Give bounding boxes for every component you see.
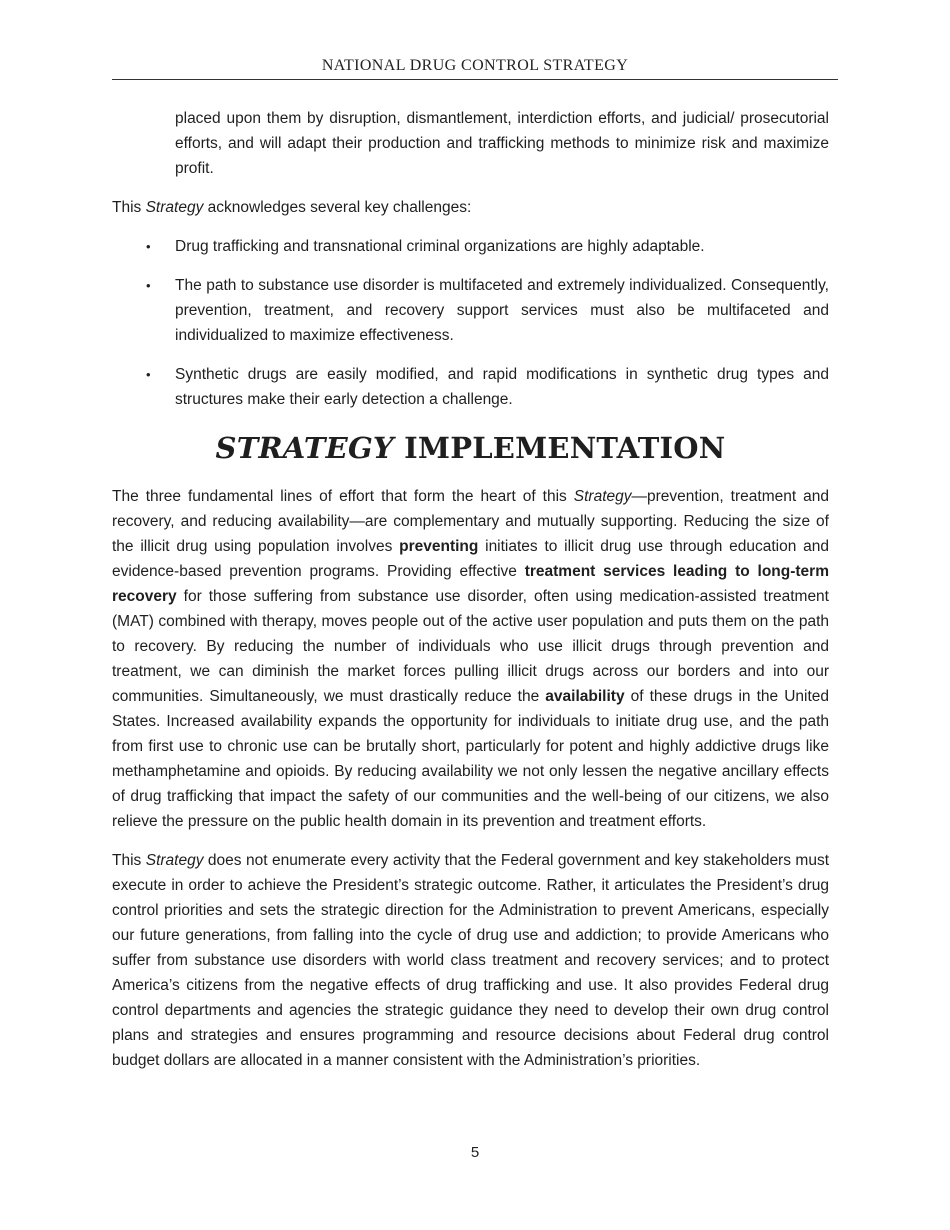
bold-term-preventing: preventing: [399, 538, 479, 555]
section-heading: [112, 428, 829, 468]
header-rule: [112, 79, 838, 80]
strategy-scope-paragraph: [112, 848, 829, 1073]
paragraph-text: The three fundamental lines of effort that form the heart of this: [112, 488, 574, 505]
bullet-icon: •: [146, 239, 151, 254]
list-item-text: Synthetic drugs are easily modified, and rapid modifications in synthetic drug types and structures make their early detection a challenge.: [175, 366, 829, 408]
list-item-text: The path to substance use disorder is multifaceted and extremely individualized. Consequently, prevention, treatment, and recovery support services must also be multifaceted and individualized to maximize effectiveness.: [175, 277, 829, 344]
list-item: [112, 234, 829, 259]
paragraph-text: —prevention, treatment and recovery, and reducing availability—are complementary and mutually supporting. Reducing the size of the illicit drug using population involves: [112, 488, 829, 555]
paragraph-text: does not enumerate every activity that the Federal government and key stakeholders must execute in order to achieve the President’s strategic outcome. Rather, it articulates the President’s drug control priorities and sets the strategic direction for the Administration to prevent Americans, especially our future generations, from falling into the cycle of drug use and addiction; to provide Americans who suffer from substance use disorders with world class treatment and recovery services; and to protect America’s citizens from the negative effects of drug trafficking and use. It also provides Federal drug control departments and agencies the strategic guidance they need to develop their own drug control plans and strategies and ensures programming and resource decisions about Federal drug control budget dollars are allocated in a manner consistent with the Administration’s priorities.: [112, 852, 830, 1069]
intro-strategy-italic: Strategy: [145, 199, 204, 216]
section-heading-rest: IMPLEMENTATION: [393, 431, 726, 465]
page-body: [112, 106, 829, 1073]
bullet-icon: •: [146, 278, 151, 293]
intro-paragraph: [112, 195, 829, 220]
strategy-italic: Strategy: [573, 488, 632, 505]
list-item: [112, 362, 829, 412]
page-number: 5: [470, 1144, 480, 1161]
section-heading-italic: STRATEGY: [215, 431, 394, 465]
challenges-list: [112, 234, 829, 412]
running-header: NATIONAL DRUG CONTROL STRATEGY: [321, 57, 629, 74]
intro-text-after: acknowledges several key challenges:: [203, 199, 472, 216]
paragraph-text: for those suffering from substance use disorder, often using medication-assisted treatment (MAT) combined with therapy, moves people out of the active user population and puts them on the path to recovery. By reducing the number of individuals who use illicit drugs through prevention and treatment, we can diminish the market forces pulling illicit drugs across our borders and into our communities. Simultaneously, we must drastically reduce the: [112, 588, 829, 705]
paragraph-text: of these drugs in the United States. Increased availability expands the opportunity for individuals to initiate drug use, and the path from first use to chronic use can be brutally short, particularly for potent and highly addictive drugs like methamphetamine and opioids. By reducing availability we not only lessen the negative ancillary effects of drug trafficking that impact the safety of our communities and the well-being of our citizens, we also relieve the pressure on the public health domain in its prevention and treatment efforts.: [112, 688, 829, 830]
paragraph-text: This: [112, 852, 146, 869]
paragraph-text: initiates to illicit drug use through education and evidence-based prevention programs. Providing effective: [112, 538, 829, 580]
bullet-icon: •: [146, 367, 151, 382]
list-item: [112, 273, 829, 348]
lines-of-effort-paragraph: [112, 484, 829, 834]
intro-text-before: This: [112, 199, 146, 216]
bold-term-treatment: treatment services leading to long-term recovery: [112, 563, 829, 605]
strategy-italic: Strategy: [145, 852, 204, 869]
bold-term-availability: availability: [545, 688, 625, 705]
list-item-text: Drug trafficking and transnational criminal organizations are highly adaptable.: [175, 238, 705, 255]
continuation-paragraph: placed upon them by disruption, dismantlement, interdiction efforts, and judicial/ prosecutorial efforts, and will adapt their production and trafficking methods to minimize risk and maximize profit.: [175, 110, 829, 177]
